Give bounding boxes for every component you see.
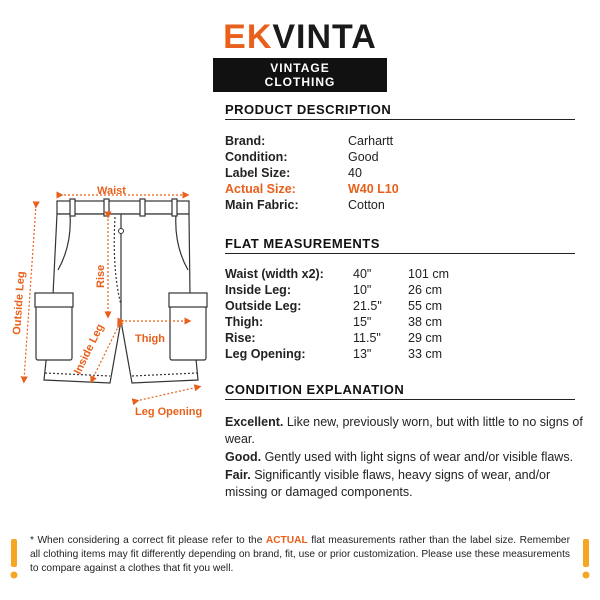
left-cargo-flap [35, 293, 73, 307]
condition-label: Condition: [225, 150, 288, 164]
rise-diagram-label: Rise [95, 264, 107, 288]
thigh-diagram-label: Thigh [135, 333, 165, 345]
thigh-cm: 38 cm [408, 315, 443, 329]
fit-note-after: flat measurements rather than the label size. Remember all clothing items may fit differently depending on brand, fit, use or prior customization. Please use these measurements to compare against a clothes that fit you well. [30, 535, 570, 574]
leg-opening-cm: 33 cm [408, 347, 443, 361]
condition-description: Gently used with light signs of wear and/or visible flaws. [261, 450, 574, 464]
fit-note [30, 534, 570, 576]
condition-value: Good [348, 150, 379, 164]
label-size-label: Label Size: [225, 166, 291, 180]
logo-part-vinta: VINTA [272, 18, 377, 56]
waist-inches: 40" [353, 267, 372, 281]
waistband [57, 201, 189, 214]
logo-wordmark [0, 18, 600, 56]
shorts-outline [35, 199, 207, 383]
logo-tagline: VINTAGE CLOTHING [213, 58, 387, 92]
condition-term: Fair. [225, 468, 251, 482]
outside-leg-label: Outside Leg: [225, 299, 302, 313]
outside-leg-cm: 55 cm [408, 299, 443, 313]
button-icon [119, 229, 124, 234]
brand-logo [0, 18, 600, 92]
exclamation-icon [8, 537, 20, 581]
thigh-inches: 15" [353, 315, 372, 329]
rise-cm: 29 cm [408, 331, 443, 345]
inside-leg-cm: 26 cm [408, 283, 443, 297]
label-size-value: 40 [348, 166, 362, 180]
inside-leg-label: Inside Leg: [225, 283, 291, 297]
leg-opening-label: Leg Opening: [225, 347, 306, 361]
right-cargo-flap [169, 293, 207, 307]
condition-description: Like new, previously worn, but with little to no signs of wear. [225, 415, 583, 446]
actual-size-label: Actual Size: [225, 182, 296, 196]
condition-term: Good. [225, 450, 262, 464]
inside-leg-inches: 10" [353, 283, 372, 297]
fit-note-before: * When considering a correct fit please refer to the [30, 535, 266, 546]
exclamation-icon [580, 537, 592, 581]
logo-part-ek: EK [223, 18, 273, 56]
fit-note-highlight: ACTUAL [265, 535, 308, 546]
actual-size-value: W40 L10 [348, 182, 399, 196]
outside-leg-diagram-label: Outside Leg [11, 270, 28, 336]
rise-label: Rise: [225, 331, 256, 345]
flat-measurements-title: FLAT MEASUREMENTS [225, 236, 575, 254]
main-fabric-label: Main Fabric: [225, 198, 299, 212]
waist-diagram-label: Waist [97, 185, 126, 197]
condition-explanation-title: CONDITION EXPLANATION [225, 382, 575, 400]
shorts-measurement-diagram [0, 175, 215, 425]
condition-excellent [225, 414, 585, 448]
main-fabric-value: Cotton [348, 198, 385, 212]
thigh-label: Thigh: [225, 315, 264, 329]
condition-fair [225, 467, 585, 501]
condition-description: Significantly visible flaws, heavy signs of wear, and/or missing or damaged components. [225, 468, 551, 499]
product-description-title: PRODUCT DESCRIPTION [225, 102, 575, 120]
leg-opening-inches: 13" [353, 347, 372, 361]
rise-inches: 11.5" [353, 331, 381, 345]
leg-opening-diagram-label: Leg Opening [135, 406, 203, 418]
outside-leg-inches: 21.5" [353, 299, 382, 313]
waist-label: Waist (width x2): [225, 267, 324, 281]
condition-explanation-body [225, 414, 585, 502]
inside-leg-diagram-label: Inside Leg [71, 322, 107, 377]
condition-good [225, 449, 585, 466]
leg-opening-arrow [136, 387, 198, 401]
condition-term: Excellent. [225, 415, 284, 429]
brand-label: Brand: [225, 134, 266, 148]
waist-cm: 101 cm [408, 267, 449, 281]
brand-value: Carhartt [348, 134, 394, 148]
